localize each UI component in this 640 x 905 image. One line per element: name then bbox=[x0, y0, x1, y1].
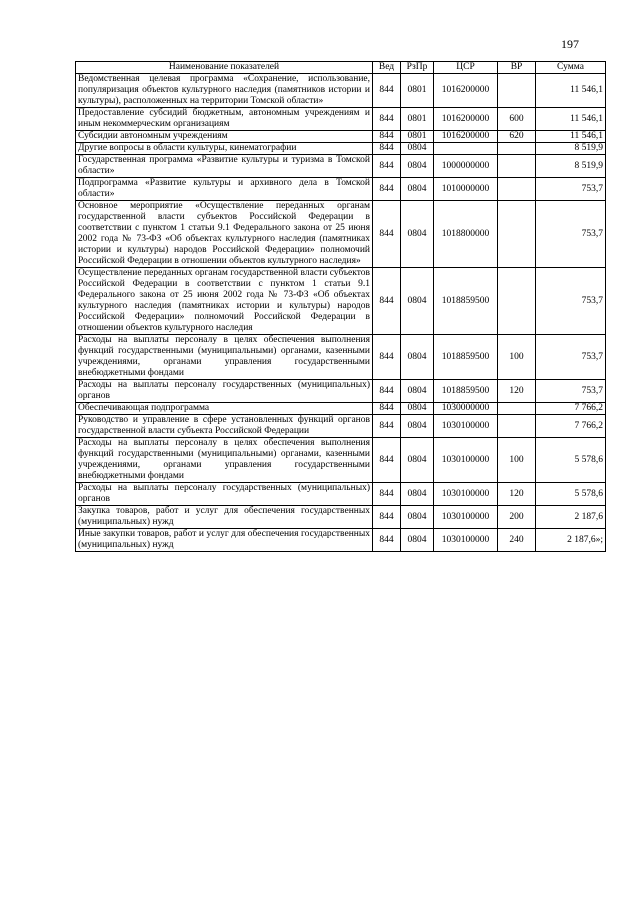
table-row bbox=[76, 335, 606, 380]
cell-rzpr: 0804 bbox=[401, 268, 434, 335]
cell-sum: 753,7 bbox=[536, 178, 606, 201]
cell-vr bbox=[498, 74, 536, 108]
cell-name: Расходы на выплаты персоналу государственных (муниципальных) органов bbox=[76, 483, 373, 506]
cell-vr: 100 bbox=[498, 335, 536, 380]
table-row bbox=[76, 74, 606, 108]
table-row bbox=[76, 438, 606, 483]
cell-csr: 1016200000 bbox=[434, 74, 498, 108]
header-ved: Вед bbox=[373, 62, 401, 74]
cell-sum: 8 519,9 bbox=[536, 155, 606, 178]
cell-vr: 240 bbox=[498, 529, 536, 552]
cell-ved: 844 bbox=[373, 155, 401, 178]
cell-name: Иные закупки товаров, работ и услуг для обеспечения государственных (муниципальных) нужд bbox=[76, 529, 373, 552]
table-row bbox=[76, 143, 606, 155]
cell-csr: 1030100000 bbox=[434, 438, 498, 483]
cell-csr: 1010000000 bbox=[434, 178, 498, 201]
table-row bbox=[76, 483, 606, 506]
table-row bbox=[76, 506, 606, 529]
cell-vr bbox=[498, 403, 536, 415]
cell-csr: 1018859500 bbox=[434, 335, 498, 380]
cell-ved: 844 bbox=[373, 201, 401, 268]
table-row bbox=[76, 131, 606, 143]
cell-name: Предоставление субсидий бюджетным, автономным учреждениям и иным некоммерческим организациям bbox=[76, 108, 373, 131]
cell-name: Расходы на выплаты персоналу государственных (муниципальных) органов bbox=[76, 380, 373, 403]
cell-sum: 11 546,1 bbox=[536, 74, 606, 108]
table-row bbox=[76, 178, 606, 201]
cell-name: Расходы на выплаты персоналу в целях обеспечения выполнения функций государственными (муниципальными) органами, казенными учреждениями, органами управления государственными внебюджетными фондами bbox=[76, 335, 373, 380]
cell-rzpr: 0804 bbox=[401, 178, 434, 201]
cell-name: Закупка товаров, работ и услуг для обеспечения государственных (муниципальных) нужд bbox=[76, 506, 373, 529]
cell-ved: 844 bbox=[373, 403, 401, 415]
cell-rzpr: 0804 bbox=[401, 529, 434, 552]
cell-name: Ведомственная целевая программа «Сохранение, использование, популяризация объектов культурного наследия (памятников истории и культуры), расположенных на территории Томской области» bbox=[76, 74, 373, 108]
table-body bbox=[76, 74, 606, 552]
cell-rzpr: 0801 bbox=[401, 108, 434, 131]
cell-csr: 1030000000 bbox=[434, 403, 498, 415]
cell-csr: 1018859500 bbox=[434, 380, 498, 403]
cell-sum: 753,7 bbox=[536, 268, 606, 335]
cell-rzpr: 0804 bbox=[401, 403, 434, 415]
cell-ved: 844 bbox=[373, 131, 401, 143]
cell-rzpr: 0804 bbox=[401, 335, 434, 380]
cell-vr bbox=[498, 415, 536, 438]
header-sum: Сумма bbox=[536, 62, 606, 74]
header-rzpr: РзПр bbox=[401, 62, 434, 74]
cell-rzpr: 0804 bbox=[401, 506, 434, 529]
cell-ved: 844 bbox=[373, 74, 401, 108]
header-name: Наименование показателей bbox=[76, 62, 373, 74]
cell-name: Руководство и управление в сфере установленных функций органов государственной власти субъекта Российской Федерации bbox=[76, 415, 373, 438]
cell-csr: 1016200000 bbox=[434, 108, 498, 131]
cell-vr: 120 bbox=[498, 483, 536, 506]
page-number: 197 bbox=[561, 37, 579, 51]
cell-ved: 844 bbox=[373, 178, 401, 201]
cell-rzpr: 0801 bbox=[401, 74, 434, 108]
cell-sum: 11 546,1 bbox=[536, 131, 606, 143]
cell-ved: 844 bbox=[373, 483, 401, 506]
table-row bbox=[76, 403, 606, 415]
cell-csr: 1030100000 bbox=[434, 483, 498, 506]
cell-sum: 7 766,2 bbox=[536, 415, 606, 438]
cell-vr bbox=[498, 201, 536, 268]
cell-vr: 120 bbox=[498, 380, 536, 403]
cell-vr bbox=[498, 143, 536, 155]
cell-name: Расходы на выплаты персоналу в целях обеспечения выполнения функций государственными (муниципальными) органами, казенными учреждениями, органами управления государственными внебюджетными фондами bbox=[76, 438, 373, 483]
cell-rzpr: 0804 bbox=[401, 201, 434, 268]
cell-rzpr: 0804 bbox=[401, 483, 434, 506]
cell-sum: 7 766,2 bbox=[536, 403, 606, 415]
table-row bbox=[76, 201, 606, 268]
cell-csr: 1000000000 bbox=[434, 155, 498, 178]
cell-name: Осуществление переданных органам государственной власти субъектов Российской Федерации в соответствии с пунктом 1 статьи 9.1 Федерального закона от 25 июня 2002 года № 73-ФЗ «Об объектах культурного наследия (памятниках истории и культуры) народов Российской Федерации» полномочий Российской Федерации в отношении объектов культурного наследия bbox=[76, 268, 373, 335]
cell-name: Подпрограмма «Развитие культуры и архивного дела в Томской области» bbox=[76, 178, 373, 201]
cell-csr: 1030100000 bbox=[434, 415, 498, 438]
cell-sum: 5 578,6 bbox=[536, 483, 606, 506]
cell-ved: 844 bbox=[373, 529, 401, 552]
cell-vr: 620 bbox=[498, 131, 536, 143]
cell-csr: 1016200000 bbox=[434, 131, 498, 143]
cell-rzpr: 0801 bbox=[401, 131, 434, 143]
cell-vr bbox=[498, 155, 536, 178]
cell-vr bbox=[498, 178, 536, 201]
cell-name: Субсидии автономным учреждениям bbox=[76, 131, 373, 143]
cell-csr bbox=[434, 143, 498, 155]
cell-rzpr: 0804 bbox=[401, 155, 434, 178]
cell-sum: 11 546,1 bbox=[536, 108, 606, 131]
cell-ved: 844 bbox=[373, 268, 401, 335]
table-header-row bbox=[76, 62, 606, 74]
cell-sum: 753,7 bbox=[536, 335, 606, 380]
cell-vr: 600 bbox=[498, 108, 536, 131]
table-row bbox=[76, 415, 606, 438]
cell-ved: 844 bbox=[373, 380, 401, 403]
cell-ved: 844 bbox=[373, 335, 401, 380]
table-row bbox=[76, 268, 606, 335]
cell-rzpr: 0804 bbox=[401, 380, 434, 403]
table-row bbox=[76, 155, 606, 178]
header-csr: ЦСР bbox=[434, 62, 498, 74]
cell-rzpr: 0804 bbox=[401, 438, 434, 483]
cell-csr: 1030100000 bbox=[434, 506, 498, 529]
cell-ved: 844 bbox=[373, 143, 401, 155]
cell-ved: 844 bbox=[373, 506, 401, 529]
cell-name: Государственная программа «Развитие культуры и туризма в Томской области» bbox=[76, 155, 373, 178]
table-row bbox=[76, 529, 606, 552]
cell-rzpr: 0804 bbox=[401, 143, 434, 155]
cell-sum: 5 578,6 bbox=[536, 438, 606, 483]
cell-vr: 100 bbox=[498, 438, 536, 483]
cell-sum: 2 187,6»; bbox=[536, 529, 606, 552]
cell-vr bbox=[498, 268, 536, 335]
cell-ved: 844 bbox=[373, 438, 401, 483]
cell-csr: 1018859500 bbox=[434, 268, 498, 335]
cell-name: Обеспечивающая подпрограмма bbox=[76, 403, 373, 415]
budget-table bbox=[75, 61, 606, 552]
cell-sum: 8 519,9 bbox=[536, 143, 606, 155]
cell-sum: 753,7 bbox=[536, 380, 606, 403]
cell-sum: 753,7 bbox=[536, 201, 606, 268]
table-row bbox=[76, 108, 606, 131]
cell-sum: 2 187,6 bbox=[536, 506, 606, 529]
cell-name: Другие вопросы в области культуры, кинематографии bbox=[76, 143, 373, 155]
cell-ved: 844 bbox=[373, 415, 401, 438]
cell-vr: 200 bbox=[498, 506, 536, 529]
cell-rzpr: 0804 bbox=[401, 415, 434, 438]
cell-ved: 844 bbox=[373, 108, 401, 131]
header-vr: ВР bbox=[498, 62, 536, 74]
cell-name: Основное мероприятие «Осуществление переданных органам государственной власти субъектов Российской Федерации в соответствии с пунктом 1 статьи 9.1 Федерального закона от 25 июня 2002 года № 73-ФЗ «Об объектах культурного наследия (памятниках истории и культуры) народов Российской Федерации» полномочий Российской Федерации в отношении объектов культурного наследия» bbox=[76, 201, 373, 268]
cell-csr: 1018800000 bbox=[434, 201, 498, 268]
cell-csr: 1030100000 bbox=[434, 529, 498, 552]
table-row bbox=[76, 380, 606, 403]
